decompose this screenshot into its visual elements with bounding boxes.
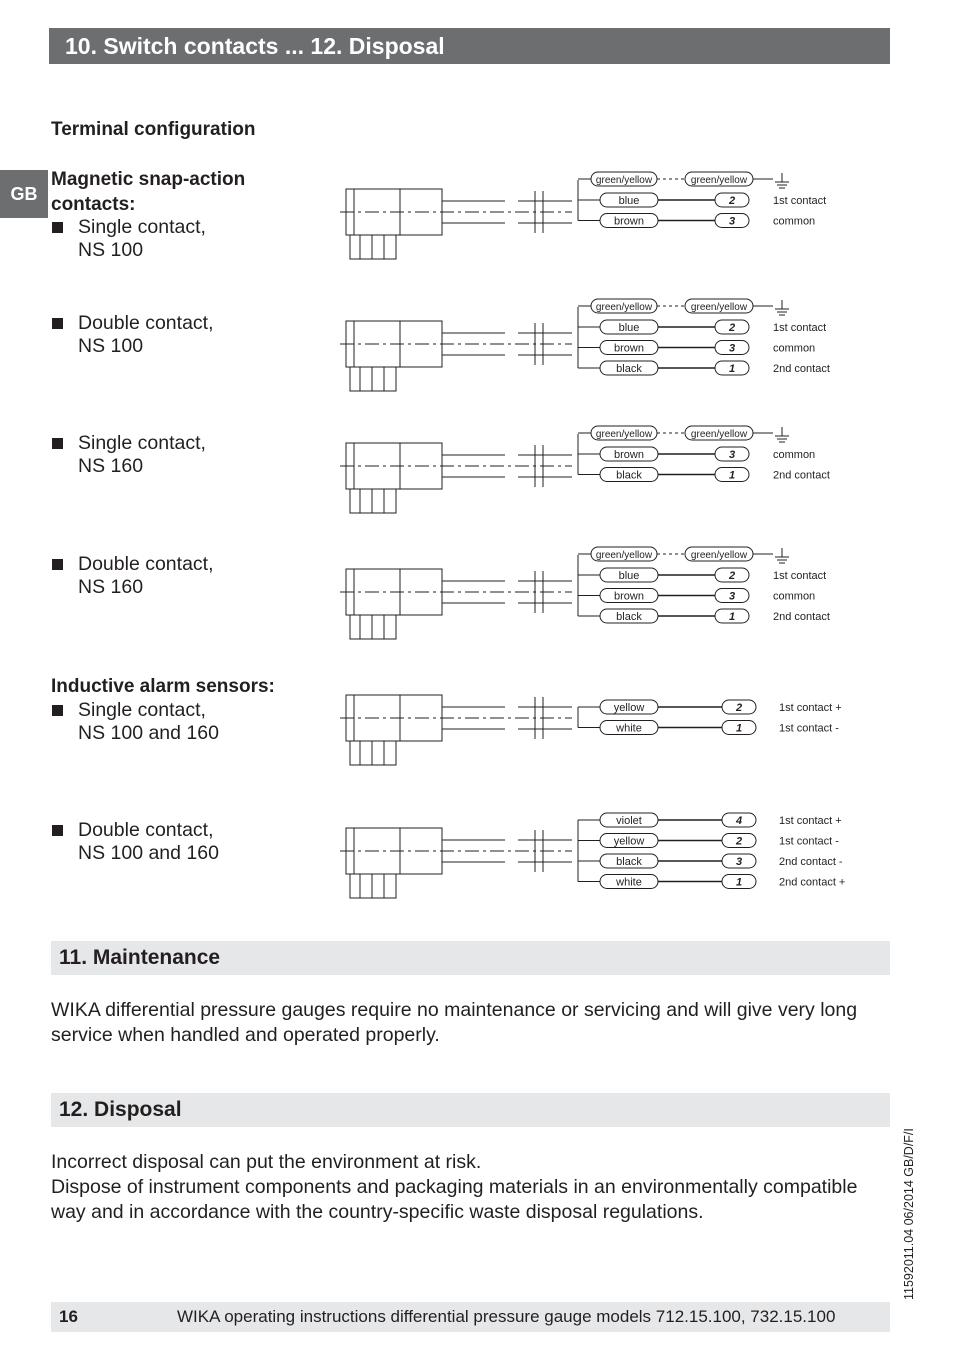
wiring-diagram bbox=[340, 813, 845, 898]
contact-function-label: 1st contact bbox=[773, 195, 827, 207]
ground-wire-label: green/yellow bbox=[690, 175, 748, 186]
contact-function-label: 2nd contact + bbox=[779, 876, 846, 889]
wire-color-label: black bbox=[616, 856, 642, 868]
contact-function-label: 1st contact + bbox=[779, 815, 842, 827]
contact-function-label: 2nd contact - bbox=[779, 856, 843, 868]
terminal-number: 1 bbox=[728, 611, 736, 623]
terminal-number: 3 bbox=[728, 215, 736, 228]
wire-color-label: white bbox=[616, 722, 642, 735]
ground-wire-label: green/yellow bbox=[690, 302, 748, 313]
terminal-number: 1 bbox=[728, 363, 736, 375]
footer-text: WIKA operating instructions differential pressure gauge models 712.15.100, 732.15.100 bbox=[177, 1307, 836, 1326]
contact-function-label: 1st contact - bbox=[779, 835, 839, 848]
document-number: 11592011.04 06/2014 GB/D/F/I bbox=[902, 1128, 916, 1300]
wire-color-label: black bbox=[616, 363, 642, 375]
wire-color-label: brown bbox=[614, 215, 644, 228]
inductive-sensors-heading: Inductive alarm sensors: bbox=[51, 676, 275, 697]
wiring-diagram bbox=[340, 695, 842, 765]
terminal-number: 4 bbox=[735, 815, 743, 827]
page-header: 10. Switch contacts ... 12. Disposal bbox=[49, 28, 890, 64]
page-number: 16 bbox=[59, 1307, 78, 1326]
contact-function-label: 2nd contact bbox=[773, 611, 830, 623]
contact-function-label: common bbox=[773, 449, 816, 461]
connector-pins bbox=[350, 489, 396, 513]
wiring-diagram bbox=[340, 426, 830, 513]
contact-function-label: 1st contact bbox=[773, 322, 827, 334]
maintenance-heading: 11. Maintenance bbox=[51, 941, 890, 975]
wire-color-label: yellow bbox=[613, 835, 645, 848]
terminal-configuration-heading: Terminal configuration bbox=[51, 119, 256, 140]
terminal-number: 2 bbox=[728, 195, 736, 207]
wire-color-label: black bbox=[616, 469, 642, 482]
contact-function-label: 2nd contact bbox=[773, 363, 830, 375]
contact-function-label: 1st contact + bbox=[779, 702, 842, 714]
contact-function-label: common bbox=[773, 590, 816, 603]
connector-pins bbox=[350, 367, 396, 391]
terminal-number: 1 bbox=[735, 876, 743, 889]
maintenance-text: WIKA differential pressure gauges require no maintenance or servicing and will give very long service when handled and operated properly. bbox=[51, 999, 858, 1046]
terminal-number: 3 bbox=[728, 449, 736, 461]
ground-wire-label: green/yellow bbox=[595, 429, 653, 440]
connector-pins bbox=[350, 615, 396, 639]
terminal-number: 3 bbox=[728, 590, 736, 603]
ground-wire-label: green/yellow bbox=[595, 550, 653, 561]
disposal-heading: 12. Disposal bbox=[51, 1093, 890, 1127]
wire-color-label: yellow bbox=[613, 702, 645, 714]
terminal-number: 3 bbox=[735, 856, 743, 868]
wire-color-label: brown bbox=[614, 449, 644, 461]
terminal-number: 2 bbox=[735, 702, 743, 714]
ground-wire-label: green/yellow bbox=[690, 429, 748, 440]
wire-color-label: black bbox=[616, 611, 642, 623]
wire-color-label: blue bbox=[618, 195, 640, 207]
wire-color-label: white bbox=[616, 876, 642, 889]
connector-pins bbox=[350, 741, 396, 765]
ground-wire-label: green/yellow bbox=[690, 550, 748, 561]
wire-color-label: violet bbox=[616, 815, 642, 827]
wire-color-label: blue bbox=[618, 322, 640, 334]
contact-function-label: 1st contact - bbox=[779, 722, 839, 735]
terminal-number: 1 bbox=[735, 722, 743, 735]
wiring-diagram bbox=[340, 172, 826, 259]
contact-function-label: 2nd contact bbox=[773, 469, 830, 482]
magnetic-contacts-heading-2: contacts: bbox=[51, 194, 136, 215]
contact-function-label: 1st contact bbox=[773, 570, 827, 582]
terminal-number: 3 bbox=[728, 342, 736, 355]
ground-wire-label: green/yellow bbox=[595, 175, 653, 186]
connector-pins bbox=[350, 874, 396, 898]
magnetic-contacts-heading: Magnetic snap-action bbox=[51, 169, 246, 190]
wire-color-label: blue bbox=[618, 570, 640, 582]
contact-function-label: common bbox=[773, 215, 816, 228]
wiring-diagram bbox=[340, 547, 830, 639]
terminal-number: 1 bbox=[728, 469, 736, 482]
wiring-diagram bbox=[340, 299, 830, 391]
terminal-number: 2 bbox=[735, 835, 743, 848]
disposal-text: Incorrect disposal can put the environment at risk. Dispose of instrument components and packaging materials in an environmentally compatible way and in accordance with the country-specific waste disposal regulations. bbox=[51, 1151, 858, 1223]
page-footer bbox=[51, 1302, 890, 1332]
terminal-number: 2 bbox=[728, 322, 736, 334]
contact-function-label: common bbox=[773, 342, 816, 355]
language-tab: GB bbox=[0, 170, 48, 218]
ground-wire-label: green/yellow bbox=[595, 302, 653, 313]
terminal-number: 2 bbox=[728, 570, 736, 582]
connector-pins bbox=[350, 235, 396, 259]
wire-color-label: brown bbox=[614, 590, 644, 603]
wire-color-label: brown bbox=[614, 342, 644, 355]
